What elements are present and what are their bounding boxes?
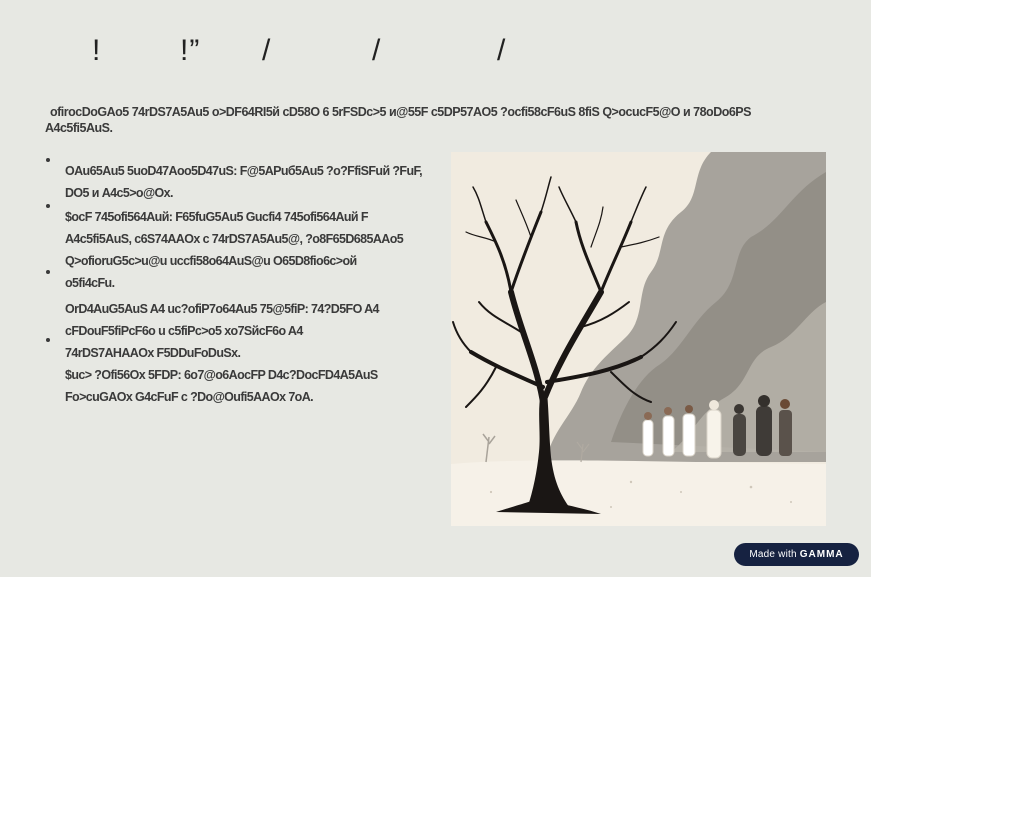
bullet-line: A4c5fi5AuS, c6S74AAOx c 74rDS7A5Au5@, ?o8F65D685AAo5 <box>65 232 404 246</box>
bullet-item <box>65 298 425 364</box>
bullet-dot <box>46 204 50 208</box>
badge-prefix: Made with <box>749 549 797 560</box>
bullet-line: OAu65Au5 5uoD47Aoo5D47uS: F@5APuб5Au5 ?o?FfiSFuй ?FuF, <box>65 164 423 178</box>
bullet-line: OrD4AuG5AuS A4 uc?ofiP7o64Au5 75@5fiP: 74?D5FO A4 <box>65 302 379 316</box>
slide-title <box>92 34 552 74</box>
bullet-line: Q>ofioruG5c>u@u uccfi58o64AuS@u O65D8fio6c>oй <box>65 254 357 268</box>
bullet-line: o5fi4cFu. <box>65 276 115 290</box>
made-with-gamma-badge[interactable] <box>734 543 859 566</box>
title-part: / <box>497 34 507 67</box>
bullet-line: $uc> ?Ofi56Ox 5FDP: 6o7@o6AocFP D4c?DocFD4A5AuS <box>65 368 378 382</box>
illustration-svg <box>451 152 826 526</box>
bullet-line: $ocF 745ofi564Auй: F65fuG5Au5 Gucfi4 745ofi564Auй F <box>65 210 368 224</box>
title-part: / <box>262 34 272 67</box>
bullet-line: Fo>cuGAOx G4cFuF c ?Do@Oufi5AAOx 7oA. <box>65 390 314 404</box>
intro-line: A4c5fi5AuS. <box>45 121 113 135</box>
bullet-dot <box>46 338 50 342</box>
bullet-dot <box>46 158 50 162</box>
bullet-line: cFDouF5fiPcF6o u c5fiPc>o5 xo7SйcF6o A4 <box>65 324 303 338</box>
bare-tree-smoke-people-illustration <box>451 152 826 526</box>
bullet-item <box>65 206 425 294</box>
intro-line: ofirocDoGAo5 74rDS7A5Au5 o>DF64RI5й cD58O 6 5rFSDc>5 и@55F c5DP57AO5 ?ocfi58cF6uS 8fiS Q>ocucF5@O и 78oDo6PS <box>50 105 751 119</box>
bullet-dot <box>46 270 50 274</box>
title-part: ! <box>92 34 102 67</box>
bullet-item <box>65 160 425 204</box>
title-part: !” <box>180 34 201 67</box>
title-part: / <box>372 34 382 67</box>
bullet-line: DO5 и A4c5>o@Ox. <box>65 186 173 200</box>
intro-paragraph <box>45 104 765 136</box>
badge-brand: GAMMA <box>799 549 844 560</box>
bullet-line: 74rDS7AHAAOx F5DDuFoDuSx. <box>65 346 241 360</box>
bullet-item <box>65 364 425 408</box>
